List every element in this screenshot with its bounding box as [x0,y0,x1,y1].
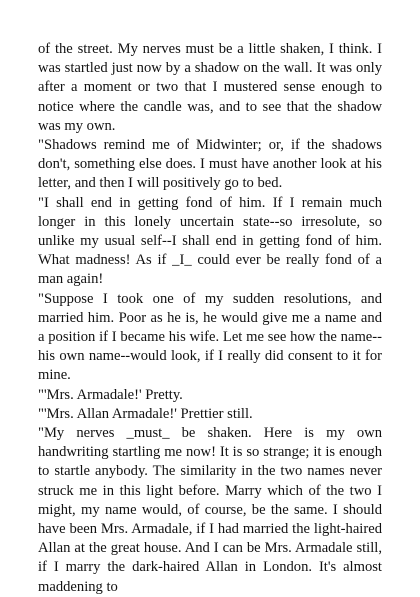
paragraph-4: "Suppose I took one of my sudden resolutions, and married him. Poor as he is, he would give me a name and a position if I became his wife. Let me see how the name--his own name--would look, if I really did consent to it for mine. [38,290,382,384]
paragraph-5: "'Mrs. Armadale!' Pretty. [38,386,183,403]
paragraph-1: of the street. My nerves must be a little shaken, I think. I was startled just now by a shadow on the wall. It was only after a moment or two that I mustered sense enough to notice where the candle was, and to see that the shadow was my own. [38,41,382,134]
paragraph-6: "'Mrs. Allan Armadale!' Prettier still. [38,405,253,422]
paragraph-7: "My nerves _must_ be shaken. Here is my own handwriting startling me now! It is so strange; it is enough to startle anybody. The similarity in the two names never struck me in this light before. Marry which of the two I might, my name would, of course, be the same. I should have been Mrs. Armadale, if I had married the light-haired Allan at the great house. And I can be Mrs. Armadale still, if I marry the dark-haired Allan in London. It's almost maddening to [38,425,382,595]
paragraph-3: "I shall end in getting fond of him. If I remain much longer in this lonely uncertain state--so irresolute, so unlike my usual self--I shall end in getting fond of him. What madness! As if _I_ could ever be really fond of a man again! [38,194,382,288]
document-page [38,40,382,597]
paragraph-2: "Shadows remind me of Midwinter; or, if the shadows don't, something else does. I must have another look at his letter, and then I will positively go to bed. [38,137,382,192]
